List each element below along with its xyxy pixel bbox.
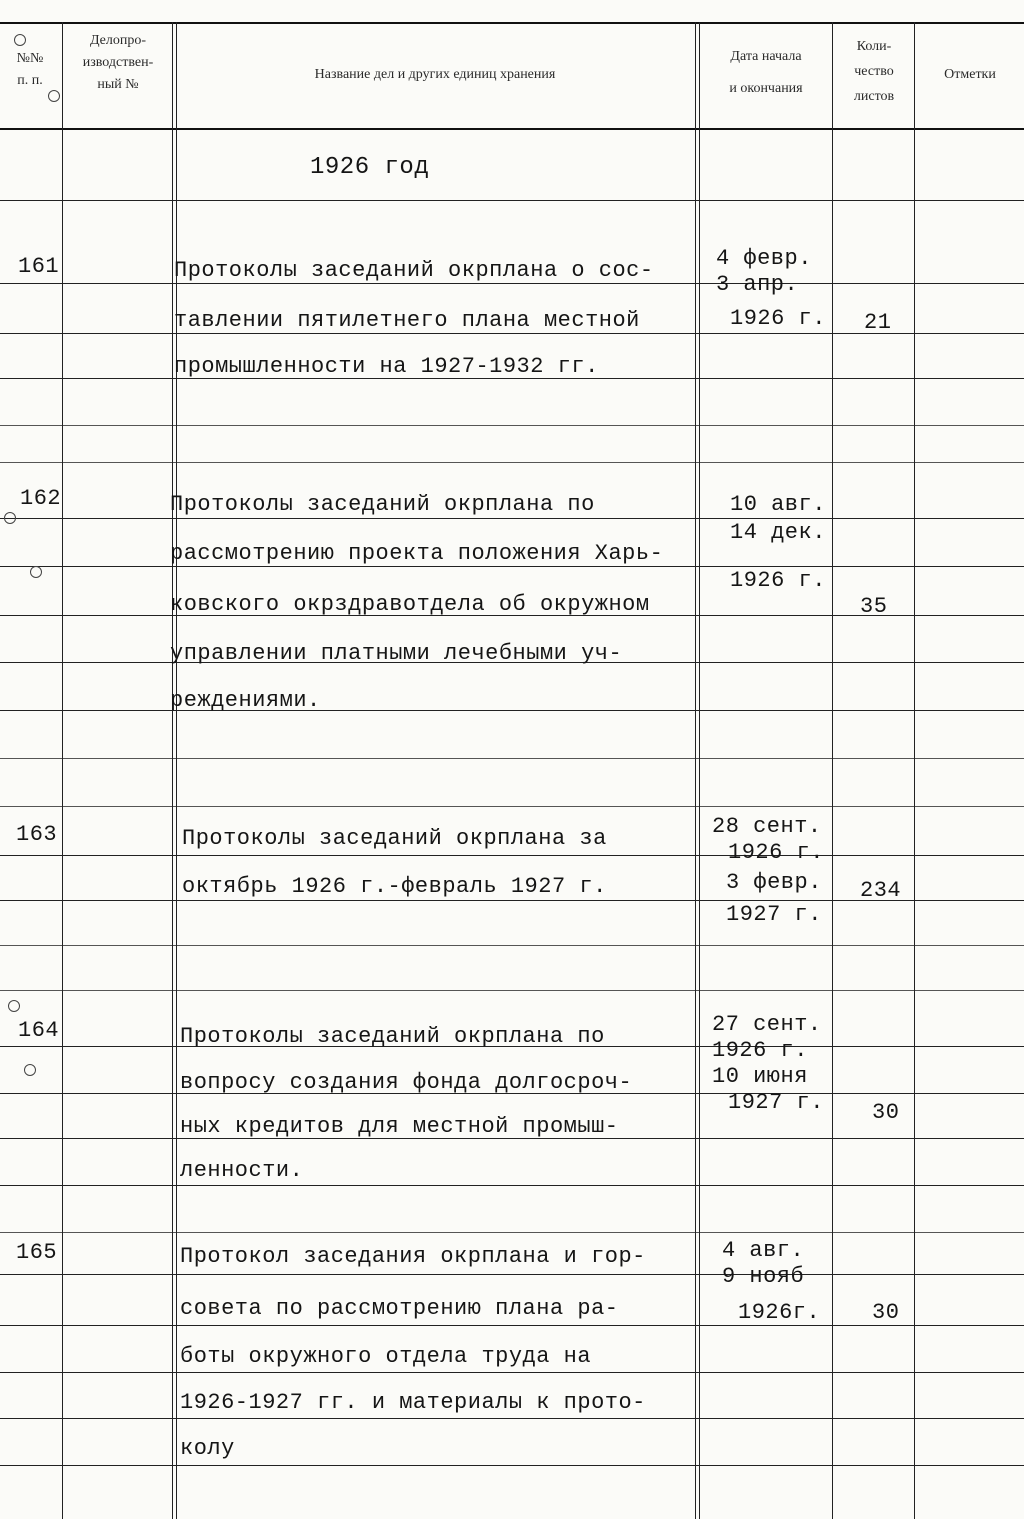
rule	[0, 806, 1024, 807]
rule	[0, 462, 1024, 463]
top-border	[0, 22, 1024, 24]
header-number-line1: №№	[16, 51, 44, 66]
row-date-line: 10 авг.	[730, 492, 826, 517]
rule	[0, 425, 1024, 426]
row-date-line: 1927 г.	[726, 902, 822, 927]
row-title-line: боты окружного отдела труда на	[180, 1344, 592, 1369]
row-title-line: октябрь 1926 г.-февраль 1927 г.	[182, 874, 607, 899]
column-divider	[172, 22, 177, 1519]
rule	[0, 566, 1024, 567]
row-title-line: ленности.	[180, 1158, 304, 1183]
rule	[0, 283, 1024, 284]
column-divider	[914, 22, 915, 1519]
header-sheet-count	[834, 36, 914, 108]
header-dates	[700, 46, 832, 100]
row-title-line: Протоколы заседаний окрплана за	[182, 826, 607, 851]
header-bottom-border	[0, 128, 1024, 130]
rule	[0, 200, 1024, 201]
header-notes	[916, 64, 1024, 86]
row-sheet-count: 30	[872, 1300, 900, 1325]
row-date-line: 14 дек.	[730, 520, 826, 545]
header-dates-line2: и окончания	[729, 81, 803, 96]
row-number: 162	[20, 486, 62, 511]
header-office-line3: ный №	[97, 77, 139, 92]
row-date-line: 3 апр.	[716, 272, 799, 297]
row-date-line: 1926 г.	[730, 306, 826, 331]
rule	[0, 758, 1024, 759]
row-date-line: 4 авг.	[722, 1238, 805, 1263]
column-divider	[832, 22, 833, 1519]
column-divider	[62, 22, 63, 1519]
row-date-line: 1926 г.	[730, 568, 826, 593]
header-title-text: Название дел и других единиц хранения	[314, 67, 556, 82]
punch-hole	[4, 512, 16, 524]
row-title-line: рассмотрению проекта положения Харь-	[170, 541, 664, 566]
row-title-line: ковского окрздравотдела об окружном	[170, 592, 650, 617]
row-date-line: 1926 г.	[712, 1038, 808, 1063]
row-title-line: тавлении пятилетнего плана местной	[174, 308, 640, 333]
header-count-line2: чество	[854, 64, 894, 79]
row-date-line: 3 февр.	[726, 870, 822, 895]
rule	[0, 990, 1024, 991]
row-number: 163	[16, 822, 58, 847]
row-title-line: реждениями.	[170, 688, 321, 713]
punch-hole	[14, 34, 26, 46]
punch-hole	[30, 566, 42, 578]
row-sheet-count: 21	[864, 310, 892, 335]
row-date-line: 10 июня	[712, 1064, 808, 1089]
rule	[0, 710, 1024, 711]
rule	[0, 1372, 1024, 1373]
row-date-line: 4 февр.	[716, 246, 812, 271]
row-date-line: 28 сент.	[712, 814, 822, 839]
row-date-line: 9 нояб	[722, 1264, 805, 1289]
row-title-line: управлении платными лечебными уч-	[170, 641, 623, 666]
row-title-line: 1926-1927 гг. и материалы к прото-	[180, 1390, 646, 1415]
header-office-line2: изводствен-	[82, 55, 154, 70]
row-sheet-count: 30	[872, 1100, 900, 1125]
row-date-line: 1926 г.	[728, 840, 824, 865]
row-sheet-count: 35	[860, 594, 888, 619]
row-title-line: ных кредитов для местной промыш-	[180, 1114, 619, 1139]
header-count-line1: Коли-	[856, 39, 892, 54]
header-number	[0, 48, 60, 92]
header-dates-line1: Дата начала	[730, 49, 802, 64]
punch-hole	[24, 1064, 36, 1076]
column-divider	[695, 22, 700, 1519]
rule	[0, 1274, 1024, 1275]
row-number: 164	[18, 1018, 60, 1043]
rule	[0, 1232, 1024, 1233]
row-title-line: Протоколы заседаний окрплана по	[180, 1024, 605, 1049]
rule	[0, 855, 1024, 856]
row-sheet-count: 234	[860, 878, 902, 903]
punch-hole	[8, 1000, 20, 1012]
header-number-line2: п. п.	[17, 73, 43, 88]
rule	[0, 1418, 1024, 1419]
header-count-line3: листов	[853, 89, 895, 104]
rule	[0, 1465, 1024, 1466]
rule	[0, 1325, 1024, 1326]
row-date-line: 1927 г.	[728, 1090, 824, 1115]
row-title-line: Протокол заседания окрплана и гор-	[180, 1244, 646, 1269]
row-title-line: вопросу создания фонда долгосроч-	[180, 1070, 633, 1095]
row-date-line: 1926г.	[738, 1300, 821, 1325]
row-number: 165	[16, 1240, 58, 1265]
header-title	[176, 64, 694, 86]
row-title-line: колу	[180, 1436, 235, 1461]
row-title-line: промышленности на 1927-1932 гг.	[174, 354, 599, 379]
rule	[0, 518, 1024, 519]
year-title: 1926 год	[310, 154, 430, 181]
header-office-number	[64, 30, 172, 96]
header-office-line1: Делопро-	[89, 33, 147, 48]
row-title-line: Протоколы заседаний окрплана о сос-	[174, 258, 654, 283]
row-number: 161	[18, 254, 60, 279]
rule	[0, 1185, 1024, 1186]
punch-hole	[48, 90, 60, 102]
row-title-line: Протоколы заседаний окрплана по	[170, 492, 595, 517]
row-title-line: совета по рассмотрению плана ра-	[180, 1296, 619, 1321]
header-notes-text: Отметки	[944, 67, 996, 82]
row-date-line: 27 сент.	[712, 1012, 822, 1037]
rule	[0, 945, 1024, 946]
